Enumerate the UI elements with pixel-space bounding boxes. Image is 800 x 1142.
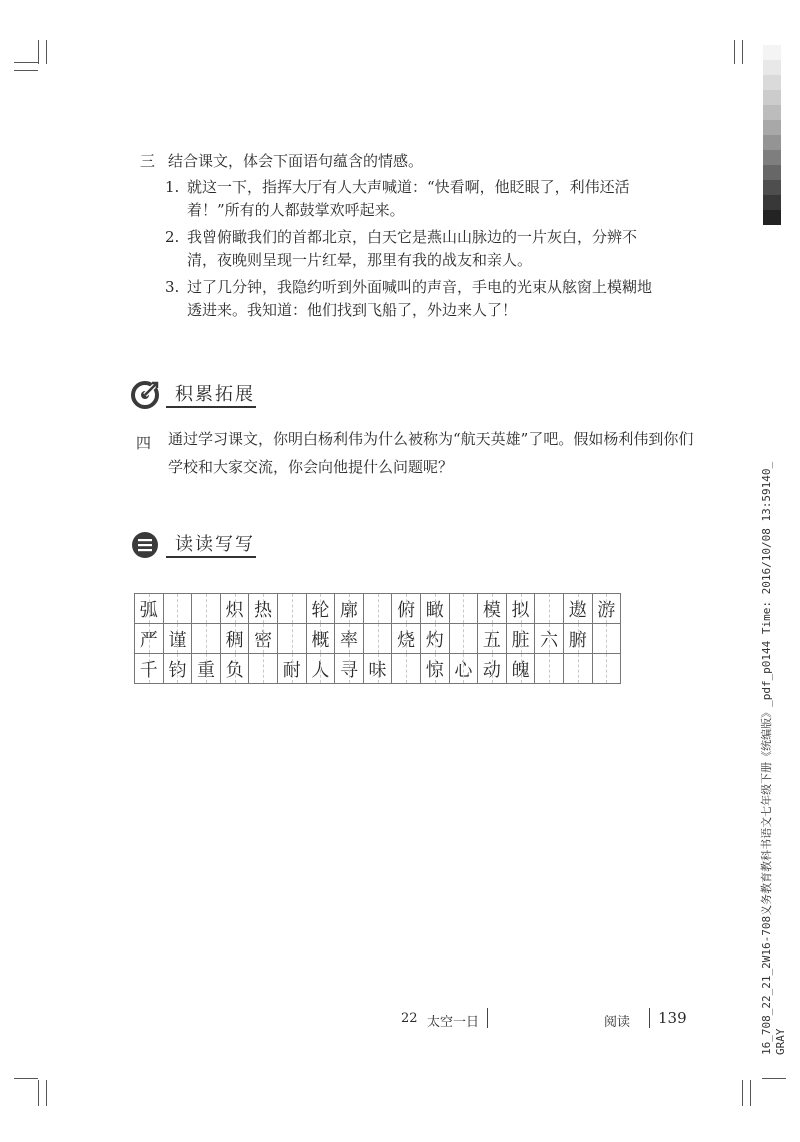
heading-underline: [166, 406, 256, 408]
grid-cell: [249, 654, 278, 684]
grid-cell: 人: [306, 654, 335, 684]
grid-cell: 腑: [563, 624, 592, 654]
grid-cell: [277, 624, 306, 654]
grid-cell: 味: [363, 654, 392, 684]
crop-mark: [742, 40, 743, 64]
crop-mark: [734, 40, 735, 64]
grid-cell: [192, 624, 221, 654]
arrow-target-icon: [130, 380, 160, 410]
section-heading: 积累拓展: [175, 384, 255, 405]
grid-cell: 廓: [335, 594, 364, 624]
grid-cell: [277, 594, 306, 624]
crop-mark: [742, 1080, 743, 1106]
grid-cell: 六: [535, 624, 564, 654]
grid-cell: 稠: [220, 624, 249, 654]
grid-cell: 热: [249, 594, 278, 624]
book-list-icon: [130, 530, 160, 560]
crop-mark: [38, 40, 39, 64]
crop-mark: [762, 1078, 786, 1079]
grid-cell: [449, 594, 478, 624]
unit-label: 阅读: [604, 1015, 631, 1030]
grid-cell: 游: [592, 594, 621, 624]
grid-cell: 心: [449, 654, 478, 684]
grid-cell: [592, 624, 621, 654]
item-number: 3.: [165, 278, 180, 296]
grid-cell: [363, 594, 392, 624]
grid-cell: [592, 654, 621, 684]
print-metadata-gray: GRAY: [774, 1028, 787, 1055]
grid-cell: 五: [478, 624, 507, 654]
grid-cell: [563, 654, 592, 684]
section-heading: 读读写写: [175, 534, 255, 555]
grid-cell: [192, 594, 221, 624]
grid-cell: [535, 594, 564, 624]
grid-cell: 密: [249, 624, 278, 654]
print-metadata-line: 16_708_22_21_2W16-708义务教育教科书语文七年级下册《统编版》_pdf_p0144 Time: 2016/10/08 13:59140_: [760, 461, 773, 1055]
grid-cell: 谨: [163, 624, 192, 654]
print-metadata: [758, 462, 787, 1055]
section-number: 四: [136, 434, 152, 452]
grid-cell: 脏: [506, 624, 535, 654]
grid-cell: [392, 654, 421, 684]
footer-divider: [649, 1008, 650, 1028]
grid-cell: 概: [306, 624, 335, 654]
grid-cell: 魄: [506, 654, 535, 684]
grid-cell: 拟: [506, 594, 535, 624]
table-row: [135, 594, 621, 624]
grid-cell: 重: [192, 654, 221, 684]
grid-cell: 负: [220, 654, 249, 684]
lesson-title: 太空一日: [427, 1015, 480, 1030]
grid-cell: 率: [335, 624, 364, 654]
grid-cell: 动: [478, 654, 507, 684]
grid-cell: [363, 624, 392, 654]
grid-cell: 轮: [306, 594, 335, 624]
item-text: 过了几分钟，我隐约听到外面喊叫的声音，手电的光束从舷窗上模糊地透进来。我知道：他们找到飞船了，外边来人了！: [187, 278, 653, 319]
question-text: 通过学习课文，你明白杨利伟为什么被称为“航天英雄”了吧。假如杨利伟到你们学校和大家交流，你会向他提什么问题呢？: [168, 430, 694, 476]
crop-mark: [46, 40, 47, 64]
grid-cell: 灼: [420, 624, 449, 654]
item-number: 1.: [165, 178, 180, 196]
item-text: 我曾俯瞰我们的首都北京，白天它是燕山山脉边的一片灰白，分辨不清，夜晚则呈现一片红晕，那里有我的战友和亲人。: [187, 228, 638, 269]
grid-cell: 炽: [220, 594, 249, 624]
section-instruction: 结合课文，体会下面语句蕴含的情感。: [168, 152, 424, 170]
grid-cell: 寻: [335, 654, 364, 684]
crop-mark: [38, 1080, 39, 1106]
footer-divider: [487, 1008, 488, 1028]
item-number: 2.: [165, 228, 180, 246]
word-grid: [134, 593, 621, 684]
grid-cell: 惊: [420, 654, 449, 684]
gray-calibration-strip: [763, 45, 781, 225]
crop-mark: [750, 1080, 751, 1106]
grid-cell: 瞰: [420, 594, 449, 624]
grid-cell: 烧: [392, 624, 421, 654]
lesson-number: 22: [401, 1011, 418, 1026]
grid-cell: 严: [135, 624, 164, 654]
crop-mark: [14, 70, 38, 71]
table-row: [135, 654, 621, 684]
grid-cell: 耐: [277, 654, 306, 684]
grid-cell: 遨: [563, 594, 592, 624]
grid-cell: [535, 654, 564, 684]
section-number: 三: [140, 152, 156, 170]
grid-cell: 模: [478, 594, 507, 624]
table-row: [135, 624, 621, 654]
grid-cell: [449, 624, 478, 654]
crop-mark: [14, 62, 38, 63]
grid-cell: 钧: [163, 654, 192, 684]
grid-cell: 弧: [135, 594, 164, 624]
crop-mark: [46, 1080, 47, 1106]
page-number: 139: [658, 1009, 687, 1027]
item-text: 就这一下，指挥大厅有人大声喊道：“快看啊，他眨眼了，利伟还活着！”所有的人都鼓掌欢呼起来。: [187, 178, 630, 219]
heading-underline: [166, 556, 256, 558]
crop-mark: [14, 1078, 38, 1079]
grid-cell: 俯: [392, 594, 421, 624]
grid-cell: 千: [135, 654, 164, 684]
grid-cell: [163, 594, 192, 624]
